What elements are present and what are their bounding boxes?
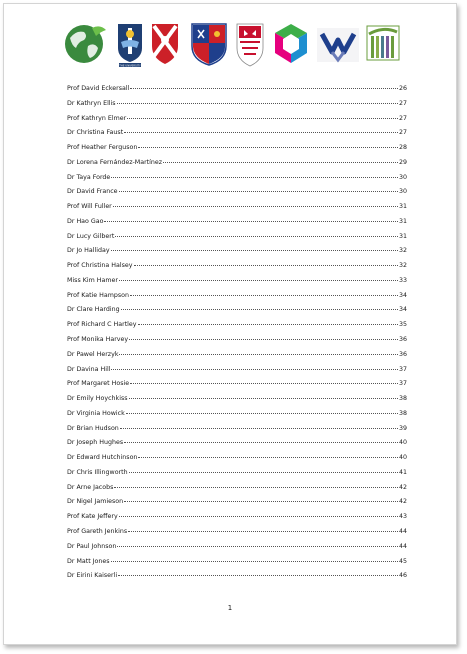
toc-entry[interactable] [67,203,407,218]
toc-entry-name: Prof Richard C Hartley [67,321,137,329]
dot-leader [138,147,398,148]
table-of-contents [67,85,407,587]
toc-entry[interactable] [67,188,407,203]
toc-entry-name: Dr Paul Johnson [67,542,117,550]
toc-entry-name: Dr Lucy Gilbert [67,232,115,240]
toc-entry[interactable] [67,351,407,366]
toc-entry-page: 43 [398,513,407,521]
toc-entry[interactable] [67,380,407,395]
toc-entry-name: Dr Joseph Hughes [67,439,124,447]
logo-banner [60,22,406,70]
dot-leader [121,309,398,310]
toc-entry[interactable] [67,543,407,558]
toc-entry-page: 33 [398,276,407,284]
green-globe-logo [62,22,108,66]
toc-entry[interactable] [67,454,407,469]
dot-leader [130,88,398,89]
toc-entry-name: Dr Edward Hutchinson [67,454,138,462]
toc-entry[interactable] [67,410,407,425]
toc-entry-name: Dr Lorena Fernández-Martínez [67,158,163,166]
toc-entry-page: 37 [398,380,407,388]
toc-entry-page: 30 [398,188,407,196]
toc-entry-page: 27 [398,129,407,137]
dot-leader [119,354,398,355]
toc-entry-page: 42 [398,483,407,491]
toc-entry-name: Dr Emily Hoychkiss [67,395,128,403]
dot-leader [111,177,398,178]
toc-entry[interactable] [67,395,407,410]
toc-entry-page: 38 [398,409,407,417]
toc-entry-page: 40 [398,454,407,462]
toc-entry-page: 46 [398,572,407,580]
toc-entry[interactable] [67,572,407,587]
toc-entry-name: Prof Kathryn Elmer [67,114,127,122]
toc-entry-page: 26 [398,85,407,92]
toc-entry-page: 32 [398,247,407,255]
toc-entry-page: 36 [398,336,407,344]
dot-leader [129,398,398,399]
dot-leader [134,265,398,266]
dot-leader [111,369,398,370]
vm-logo [316,22,360,66]
green-columns-logo [366,22,400,62]
dot-leader [127,118,398,119]
toc-entry-name: Dr Eirini Kaiserli [67,572,118,580]
toc-entry[interactable] [67,528,407,543]
toc-entry-name: Dr Virginia Howick [67,409,125,417]
toc-entry-name: Dr Taya Forde [67,173,111,181]
toc-entry-name: Dr Jo Halliday [67,247,110,255]
toc-entry-page: 34 [398,306,407,314]
dot-leader [126,413,398,414]
toc-entry[interactable] [67,115,407,130]
dot-leader [117,103,398,104]
toc-entry-name: Dr Brian Hudson [67,424,119,432]
dot-leader [117,546,398,547]
toc-entry-name: Dr Arne Jacobs [67,483,114,491]
toc-entry[interactable] [67,174,407,189]
dot-leader [119,516,398,517]
toc-entry-page: 44 [398,542,407,550]
toc-entry-page: 31 [398,203,407,211]
dot-leader [118,575,398,576]
toc-entry-page: 27 [398,99,407,107]
toc-entry-page: 41 [398,468,407,476]
toc-entry[interactable] [67,321,407,336]
toc-entry-name: Dr Chris Illingworth [67,468,128,476]
toc-entry-name: Dr Clare Harding [67,306,120,314]
dot-leader [120,428,398,429]
toc-entry[interactable] [67,262,407,277]
toc-entry-name: Dr Pawel Herzyk [67,350,119,358]
toc-entry-name: Dr Nigel Jamieson [67,498,124,506]
toc-entry-name: Prof Heather Ferguson [67,144,138,152]
dot-leader [124,132,398,133]
toc-entry[interactable] [67,425,407,440]
toc-entry-name: Prof Gareth Jenkins [67,527,128,535]
dot-leader [119,280,398,281]
toc-entry[interactable] [67,233,407,248]
toc-entry-page: 35 [398,321,407,329]
toc-entry-page: 29 [398,158,407,166]
quartered-shield-logo [190,22,228,66]
dot-leader [138,457,398,458]
dot-leader [124,501,398,502]
toc-entry-name: Prof Kate Jeffery [67,513,118,521]
toc-entry-page: 34 [398,291,407,299]
toc-entry-name: Prof David Eckersall [67,85,130,92]
toc-entry[interactable] [67,513,407,528]
toc-entry-page: 31 [398,232,407,240]
toc-entry-name: Prof Will Fuller [67,203,112,211]
toc-entry[interactable] [67,306,407,321]
dot-leader [113,206,398,207]
dot-leader [130,383,398,384]
toc-entry-name: Prof Katie Hampson [67,291,130,299]
dot-leader [128,531,398,532]
toc-entry-page: 38 [398,395,407,403]
toc-entry[interactable] [67,129,407,144]
toc-entry[interactable] [67,336,407,351]
page-number: 1 [227,604,233,612]
toc-entry-name: Dr Kathryn Ellis [67,99,116,107]
toc-entry[interactable] [67,85,407,100]
dot-leader [111,561,398,562]
toc-entry-page: 37 [398,365,407,373]
toc-entry-name: Dr Christina Faust [67,129,124,137]
toc-entry[interactable] [67,498,407,513]
dot-leader [163,162,398,163]
red-shield-logo [150,22,180,66]
toc-entry[interactable] [67,558,407,573]
toc-entry[interactable] [67,484,407,499]
toc-entry-page: 32 [398,262,407,270]
dot-leader [114,487,398,488]
dot-leader [129,472,398,473]
dot-leader [130,295,398,296]
toc-entry-page: 27 [398,114,407,122]
toc-entry[interactable] [67,144,407,159]
toc-entry-name: Prof Christina Halsey [67,262,133,270]
toc-entry[interactable] [67,439,407,454]
dot-leader [115,236,398,237]
toc-entry-page: 36 [398,350,407,358]
toc-entry-page: 45 [398,557,407,565]
toc-entry-name: Prof Margaret Hosie [67,380,130,388]
university-crest-logo [115,22,145,68]
toc-entry-name: Dr David France [67,188,118,196]
toc-entry[interactable] [67,159,407,174]
dot-leader [104,221,398,222]
toc-entry-name: Dr Hao Gao [67,217,104,225]
red-crest-logo [234,22,266,68]
toc-entry[interactable] [67,292,407,307]
toc-entry[interactable] [67,247,407,262]
toc-entry-name: Prof Monika Harvey [67,336,129,344]
toc-entry-name: Dr Matt Jones [67,557,110,565]
toc-entry[interactable] [67,100,407,115]
toc-entry-page: 40 [398,439,407,447]
hexagon-logo [272,22,310,66]
dot-leader [111,250,398,251]
toc-entry-page: 42 [398,498,407,506]
toc-entry[interactable] [67,366,407,381]
toc-entry-page: 31 [398,217,407,225]
toc-entry-page: 39 [398,424,407,432]
document-page [3,3,457,645]
toc-entry[interactable] [67,218,407,233]
toc-entry-page: 44 [398,527,407,535]
toc-entry-page: 28 [398,144,407,152]
dot-leader [138,324,398,325]
crest-caption: THE UNIVERSITY [119,64,141,68]
dot-leader [129,339,398,340]
dot-leader [119,191,398,192]
toc-entry-name: Miss Kim Hamer [67,276,118,284]
toc-entry-page: 30 [398,173,407,181]
toc-entry[interactable] [67,277,407,292]
dot-leader [124,442,398,443]
toc-entry[interactable] [67,469,407,484]
toc-entry-name: Dr Davina Hill [67,365,111,373]
